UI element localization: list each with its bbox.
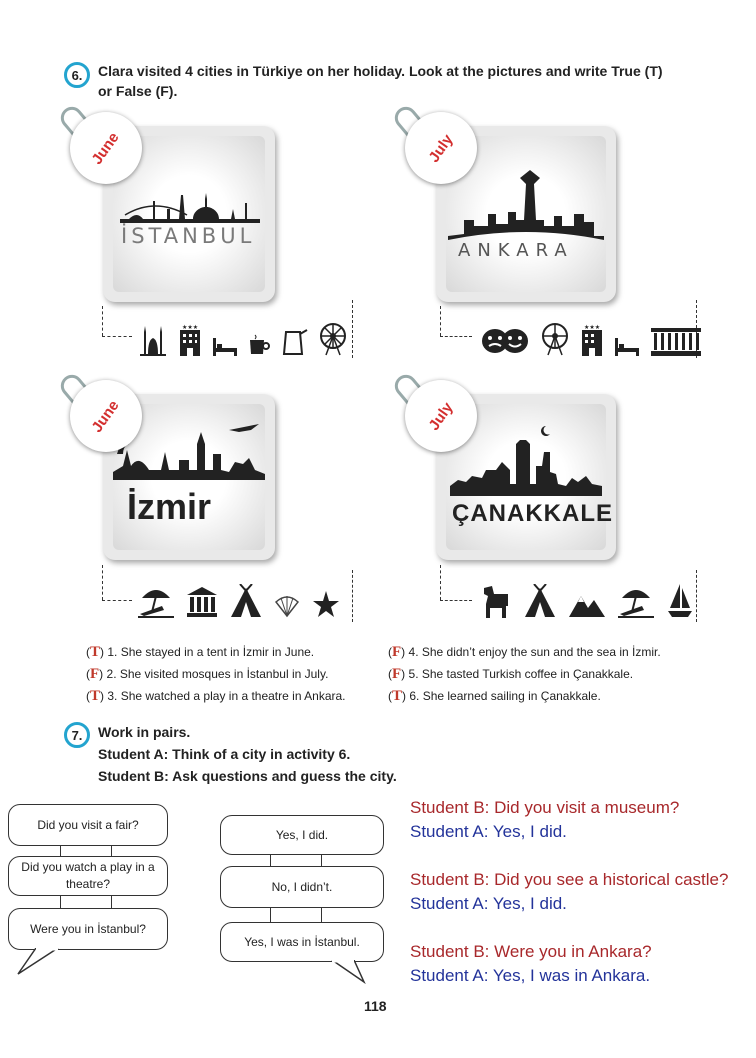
icon-row bbox=[138, 316, 348, 356]
statement-item: (F) 2. She visited mosques in İstanbul in July. bbox=[86, 666, 329, 682]
dashed-connector bbox=[102, 600, 132, 601]
dashed-connector bbox=[440, 306, 441, 336]
question-bubble: Did you watch a play in a theatre? bbox=[8, 856, 168, 896]
museum-columns-icon bbox=[650, 326, 702, 356]
exercise-number-badge: 6. bbox=[64, 62, 90, 88]
exercise-7-instructions bbox=[98, 721, 598, 787]
dashed-connector bbox=[352, 300, 353, 358]
mountains-icon bbox=[568, 590, 606, 618]
statements-right-column bbox=[388, 641, 708, 707]
answer-mark: F bbox=[392, 644, 402, 660]
trojan-horse-icon bbox=[480, 584, 512, 618]
dashed-connector bbox=[440, 600, 472, 601]
answer-mark: T bbox=[392, 688, 403, 704]
dialogue-line: Student B: Were you in Ankara? bbox=[410, 942, 652, 961]
city-name: ANKARA bbox=[458, 240, 574, 261]
statement-item: (F) 5. She tasted Turkish coffee in Çanakkale. bbox=[388, 666, 634, 682]
statements-left-column bbox=[86, 641, 406, 707]
answer-bubble: No, I didn’t. bbox=[220, 866, 384, 908]
museum-icon bbox=[186, 586, 218, 618]
tent-icon bbox=[230, 584, 262, 618]
beach-umbrella-icon bbox=[138, 582, 174, 618]
page-number: 118 bbox=[364, 998, 387, 1014]
mosque-icon bbox=[138, 324, 168, 356]
statement-item: (T) 6. She learned sailing in Çanakkale. bbox=[388, 688, 601, 704]
instruction-line: Student B: Ask questions and guess the city. bbox=[98, 768, 397, 784]
dashed-connector bbox=[102, 336, 132, 337]
answer-bubble: Yes, I did. bbox=[220, 815, 384, 855]
hotel-icon bbox=[580, 324, 604, 356]
instruction-line: Student A: Think of a city in activity 6. bbox=[98, 746, 351, 762]
dialogue-line: Student B: Did you see a historical castle? bbox=[410, 870, 729, 889]
dashed-connector bbox=[696, 570, 697, 622]
ankara-skyline-icon bbox=[444, 164, 608, 244]
bed-icon bbox=[614, 336, 640, 356]
icon-row bbox=[480, 316, 702, 356]
instruction-line: or False (F). bbox=[98, 83, 178, 99]
bubble-tail bbox=[14, 948, 64, 976]
question-bubble: Were you in İstanbul? bbox=[8, 908, 168, 950]
answer-bubble: Yes, I was in İstanbul. bbox=[220, 922, 384, 962]
hotel-icon bbox=[178, 324, 202, 356]
exercise-6-instructions bbox=[98, 61, 738, 101]
beach-umbrella-icon bbox=[618, 582, 654, 618]
instruction-line: Clara visited 4 cities in Türkiye on her holiday. Look at the pictures and write True (T) bbox=[98, 63, 663, 79]
dashed-connector bbox=[102, 306, 103, 336]
answer-mark: F bbox=[392, 666, 402, 682]
tent-icon bbox=[524, 584, 556, 618]
dashed-connector bbox=[102, 565, 103, 600]
month-tag: July bbox=[405, 380, 477, 452]
dialogue-line: Student A: Yes, I was in Ankara. bbox=[410, 966, 651, 985]
icon-row bbox=[480, 578, 694, 618]
instruction-line: Work in pairs. bbox=[98, 724, 191, 740]
starfish-icon bbox=[312, 590, 340, 618]
answer-mark: T bbox=[90, 644, 101, 660]
month-tag: June bbox=[70, 112, 142, 184]
dialogue-line: Student A: Yes, I did. bbox=[410, 894, 567, 913]
city-name: İSTANBUL bbox=[121, 224, 256, 248]
statement-item: (F) 4. She didn’t enjoy the sun and the sea in İzmir. bbox=[388, 644, 661, 660]
month-tag: July bbox=[405, 112, 477, 184]
ferris-wheel-icon bbox=[318, 322, 348, 356]
icon-row bbox=[138, 578, 340, 618]
dashed-connector bbox=[440, 565, 441, 600]
bed-icon bbox=[212, 336, 238, 356]
dashed-connector bbox=[352, 570, 353, 622]
svg-text:★★★: ★★★ bbox=[182, 325, 199, 331]
sailboat-icon bbox=[666, 582, 694, 618]
answer-mark: T bbox=[90, 688, 101, 704]
coffee-cup-icon bbox=[248, 334, 270, 356]
city-name: ÇANAKKALE bbox=[452, 500, 613, 527]
statement-item: (T) 3. She watched a play in a theatre in Ankara. bbox=[86, 688, 346, 704]
seashell-icon bbox=[274, 594, 300, 618]
month-tag: June bbox=[70, 380, 142, 452]
bubble-tail bbox=[330, 960, 370, 984]
dialogue-line: Student B: Did you visit a museum? bbox=[410, 798, 680, 817]
dialogue-line: Student A: Yes, I did. bbox=[410, 822, 567, 841]
ferris-wheel-icon bbox=[540, 322, 570, 356]
dashed-connector bbox=[440, 336, 472, 337]
svg-text:★★★: ★★★ bbox=[584, 325, 601, 331]
question-bubble: Did you visit a fair? bbox=[8, 804, 168, 846]
answer-mark: F bbox=[90, 666, 100, 682]
turkish-coffee-pot-icon bbox=[280, 326, 308, 356]
dialogue-examples bbox=[410, 796, 728, 988]
city-name: İzmir bbox=[127, 486, 212, 527]
statement-item: (T) 1. She stayed in a tent in İzmir in June. bbox=[86, 644, 315, 660]
exercise-number-badge: 7. bbox=[64, 722, 90, 748]
theatre-masks-icon bbox=[480, 326, 530, 356]
